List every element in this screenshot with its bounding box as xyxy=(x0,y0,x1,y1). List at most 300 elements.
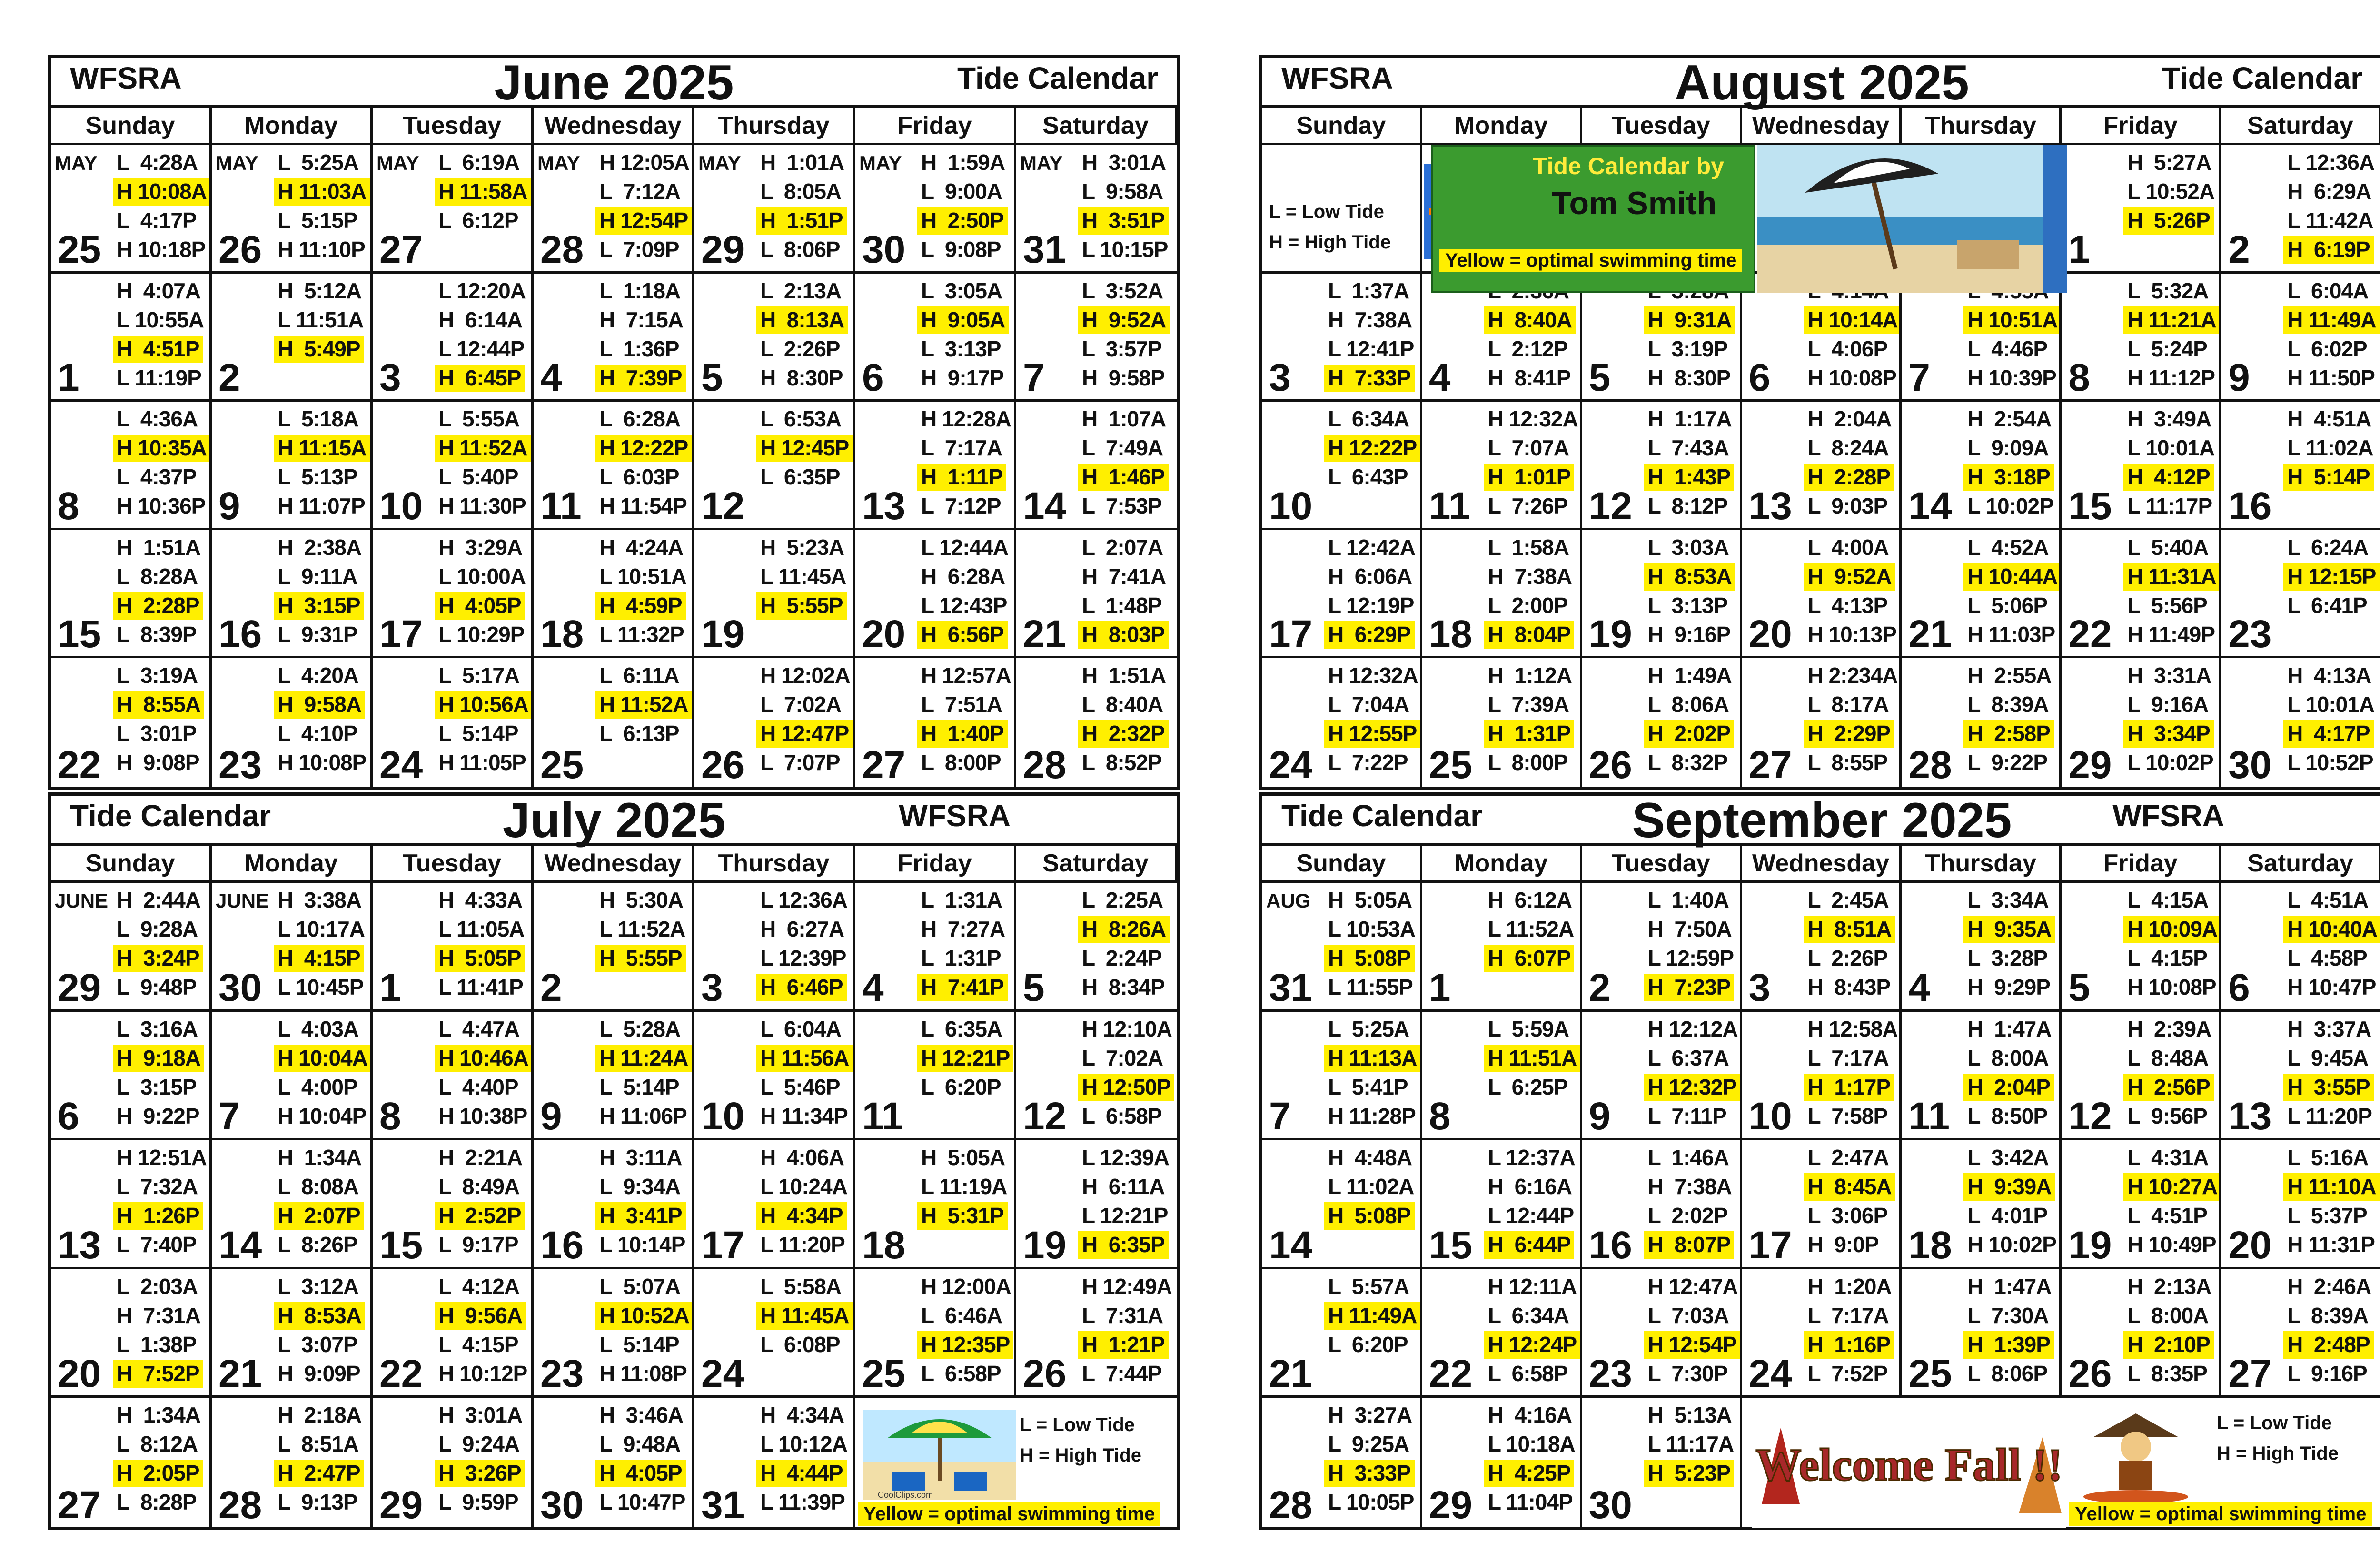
tide-time: H 11:07P xyxy=(278,494,365,519)
tide-time: L 5:07A xyxy=(599,1274,681,1299)
tide-time: H 10:12P xyxy=(438,1361,527,1386)
tide-time: H 1:47A xyxy=(1967,1016,2052,1041)
tide-time: H 10:49P xyxy=(2127,1232,2216,1257)
tide-time: L 4:58P xyxy=(2287,946,2367,970)
tide-time: L 12:37A xyxy=(1488,1145,1575,1170)
day-cell xyxy=(534,274,694,402)
month-title: June 2025 xyxy=(494,55,734,110)
tide-time: L 8:51A xyxy=(278,1432,359,1457)
day-cell xyxy=(1422,1398,1582,1527)
tide-time: H 12:02A xyxy=(760,663,850,688)
day-number: 9 xyxy=(1588,1095,1611,1138)
day-number: 30 xyxy=(2228,743,2272,787)
tide-time: L 12:20A xyxy=(438,278,526,303)
day-cell xyxy=(1422,883,1582,1012)
tide-time: H 1:47A xyxy=(1967,1274,2052,1299)
day-cell xyxy=(1742,1140,1902,1269)
weekday-header: Monday xyxy=(1422,846,1582,883)
day-cell xyxy=(2221,1269,2380,1398)
tide-time-optimal: H 7:52P xyxy=(113,1360,203,1388)
tide-time: H 10:18P xyxy=(117,237,206,262)
tide-time: H 11:06P xyxy=(599,1103,687,1128)
tide-time: H 6:06A xyxy=(1328,563,1412,589)
tide-time: L 3:01P xyxy=(117,721,197,746)
day-cell xyxy=(1422,1269,1582,1398)
tide-time: L 2:03A xyxy=(117,1274,198,1299)
day-cell xyxy=(373,1012,534,1141)
tide-time: L 5:06P xyxy=(1967,593,2047,618)
tide-time: L 2:25A xyxy=(1082,888,1163,912)
tide-time: L 7:07P xyxy=(760,750,840,775)
tide-time: L 4:15A xyxy=(2127,888,2209,912)
tide-time: H 12:12A xyxy=(1647,1016,1738,1041)
tide-time: L 3:19A xyxy=(117,663,198,688)
tide-time: L 6:58P xyxy=(1488,1361,1568,1386)
day-number: 20 xyxy=(862,613,906,656)
tide-time: L 6:11A xyxy=(599,663,679,688)
tide-time-optimal: H 6:46P xyxy=(756,974,847,1001)
tide-time-optimal: H 12:45P xyxy=(756,435,853,462)
day-number: 13 xyxy=(58,1223,101,1267)
tide-time: L 5:46P xyxy=(760,1074,840,1099)
day-cell xyxy=(51,883,212,1012)
tide-time: L 4:36A xyxy=(117,406,198,432)
tide-time: L 7:17A xyxy=(1807,1045,1889,1070)
weekday-header: Wednesday xyxy=(1742,108,1902,145)
weekday-header: Wednesday xyxy=(534,108,694,145)
day-cell xyxy=(1262,1140,1422,1269)
tide-time: L 11:52A xyxy=(1488,917,1574,941)
day-cell xyxy=(1262,883,1422,1012)
tide-time-optimal: H 2:07P xyxy=(274,1202,364,1230)
tide-list xyxy=(1262,1273,1420,1359)
weekday-header: Tuesday xyxy=(1582,846,1742,883)
july-header xyxy=(51,793,1177,848)
tide-time: H 2:21A xyxy=(438,1145,523,1170)
tide-time: L 6:04A xyxy=(760,1016,842,1041)
weekday-header: Tuesday xyxy=(1582,108,1742,145)
day-number: 21 xyxy=(1908,613,1952,656)
tide-time: L 3:06P xyxy=(1807,1203,1888,1228)
tide-time: L 5:24P xyxy=(2127,336,2207,361)
tide-time-optimal: H 3:41P xyxy=(595,1202,686,1230)
day-number: 13 xyxy=(862,484,906,528)
tide-time-optimal: H 10:51A xyxy=(1964,306,2061,334)
credit-text: CoolClips.com xyxy=(878,1490,933,1500)
tide-time: H 12:47A xyxy=(1647,1274,1738,1299)
tide-time: H 2:46A xyxy=(2287,1274,2371,1299)
tide-time: H 2:13A xyxy=(2127,1274,2211,1299)
day-cell xyxy=(51,274,212,402)
tide-time-optimal: H 1:39P xyxy=(1964,1331,2054,1359)
tide-time: L 6:34A xyxy=(1328,406,1409,432)
tide-time: H 3:38A xyxy=(278,888,362,912)
weekday-header: Friday xyxy=(855,108,1016,145)
day-number: 6 xyxy=(1748,356,1771,400)
day-cell xyxy=(855,1140,1016,1269)
tide-time-optimal: H 2:02P xyxy=(1644,720,1735,748)
tide-time: L 10:14P xyxy=(599,1232,685,1257)
tide-time: L 1:48P xyxy=(1082,593,1162,618)
tide-time-optimal: H 8:13A xyxy=(756,306,848,334)
tide-time-optimal: H 4:05P xyxy=(435,592,525,620)
september-calendar xyxy=(1259,792,2380,1530)
day-cell xyxy=(2062,1140,2221,1269)
tide-time: L 3:28P xyxy=(1967,946,2047,970)
tide-time: L 4:03A xyxy=(278,1016,359,1041)
day-cell xyxy=(51,1398,212,1527)
tide-time-optimal: H 3:18P xyxy=(1964,464,2054,491)
tide-time-optimal: H 4:15P xyxy=(274,945,364,972)
tide-time-optimal: H 4:25P xyxy=(1484,1460,1575,1487)
tide-time: H 9:09P xyxy=(278,1361,360,1386)
tide-time-optimal: H 7:41P xyxy=(917,974,1008,1001)
tide-time: L 11:52A xyxy=(599,917,685,941)
tide-time-optimal: H 10:56A xyxy=(435,691,532,719)
weekday-header: Sunday xyxy=(1262,846,1422,883)
tide-time: H 12:57A xyxy=(921,663,1011,688)
tide-time-optimal: H 5:31P xyxy=(917,1202,1008,1230)
day-number: 18 xyxy=(862,1223,906,1267)
day-cell xyxy=(1902,1140,2062,1269)
day-cell xyxy=(1016,1140,1177,1269)
day-number: 17 xyxy=(379,613,423,656)
tide-time: L 9:00A xyxy=(921,179,1002,204)
header-right-label: Tide Calendar xyxy=(2161,61,2362,95)
tide-time: L 9:22P xyxy=(1967,750,2047,775)
day-cell xyxy=(373,274,534,402)
day-cell xyxy=(1742,883,1902,1012)
tide-time: H 5:27A xyxy=(2127,150,2211,175)
day-cell xyxy=(373,658,534,787)
tide-time: H 3:37A xyxy=(2287,1016,2371,1041)
day-cell xyxy=(534,883,694,1012)
tide-time: L 8:06P xyxy=(1967,1361,2047,1386)
tide-time-optimal: H 3:51P xyxy=(1078,207,1169,235)
day-cell xyxy=(694,1140,855,1269)
day-cell xyxy=(855,1269,1016,1398)
tide-time: L 6:46A xyxy=(921,1303,1002,1328)
day-number: 25 xyxy=(862,1352,906,1396)
tide-time: L 7:53P xyxy=(1082,494,1162,519)
day-number: 31 xyxy=(701,1483,745,1527)
tide-time: H 6:27A xyxy=(760,917,844,941)
tide-time: L 10:18A xyxy=(1488,1432,1575,1457)
day-number: 25 xyxy=(1908,1352,1952,1396)
tide-time-optimal: H 10:35A xyxy=(113,435,210,462)
day-number: 11 xyxy=(1908,1095,1950,1138)
day-cell xyxy=(212,883,373,1012)
tide-time: H 3:49A xyxy=(2127,406,2211,432)
day-cell xyxy=(1262,1398,1422,1527)
tide-time: L 8:17A xyxy=(1807,692,1889,717)
tide-time: H 8:41P xyxy=(1488,365,1571,390)
tide-time: L 7:09P xyxy=(599,237,679,262)
tide-time: L 6:37A xyxy=(1647,1045,1729,1070)
weekday-header: Tuesday xyxy=(373,846,534,883)
tide-time: L 6:13P xyxy=(599,721,679,746)
legend-high: H = High Tide xyxy=(1269,232,1391,253)
tide-time: L 7:43A xyxy=(1647,435,1729,461)
tide-time: L 10:15P xyxy=(1082,237,1168,262)
weekday-header: Sunday xyxy=(1262,108,1422,145)
tide-time: L 12:39A xyxy=(1082,1145,1169,1170)
day-cell xyxy=(2221,883,2380,1012)
tide-time: L 11:17A xyxy=(1647,1432,1734,1457)
day-number: 17 xyxy=(1269,613,1313,656)
tide-time-optimal: H 12:55P xyxy=(1324,720,1420,748)
tide-time-optimal: H 6:29P xyxy=(1324,621,1415,649)
tide-time: L 6:58P xyxy=(1082,1103,1162,1128)
day-cell xyxy=(1742,1012,1902,1141)
tide-time-optimal: H 11:03A xyxy=(274,178,370,206)
tide-time: L 11:02A xyxy=(1328,1174,1414,1199)
tide-time: L 8:55P xyxy=(1807,750,1888,775)
tide-time: L 7:32A xyxy=(117,1174,198,1199)
tide-time: H 8:43P xyxy=(1807,975,1891,999)
tide-time: L 1:18A xyxy=(599,278,681,303)
day-number: 1 xyxy=(58,356,79,400)
day-cell xyxy=(373,145,534,274)
day-cell xyxy=(51,1269,212,1398)
day-cell xyxy=(2062,658,2221,787)
tide-time: L 4:28A xyxy=(117,150,198,175)
tide-time-optimal: H 4:59P xyxy=(595,592,686,620)
tide-time-optimal: H 1:43P xyxy=(1644,464,1735,491)
day-number: 3 xyxy=(701,966,723,1009)
day-number: 10 xyxy=(701,1095,745,1138)
tide-time: H 4:51A xyxy=(2287,406,2371,432)
tide-list xyxy=(1262,1144,1420,1230)
tide-time-optimal: H 9:31A xyxy=(1644,306,1735,334)
day-cell xyxy=(1582,883,1742,1012)
tide-time: L 12:43P xyxy=(921,593,1007,618)
day-cell xyxy=(2062,530,2221,659)
day-number: 29 xyxy=(379,1483,423,1527)
weekday-header: Friday xyxy=(2062,108,2221,145)
tide-time-optimal: H 1:17P xyxy=(1804,1074,1894,1101)
day-number: 15 xyxy=(379,1223,423,1267)
tide-time: H 1:49A xyxy=(1647,663,1732,688)
day-number: 7 xyxy=(1269,1095,1291,1138)
day-cell xyxy=(1902,658,2062,787)
tide-time: H 4:06A xyxy=(760,1145,844,1170)
september-legend-box xyxy=(1745,1405,2380,1531)
tide-time: H 2:18A xyxy=(278,1403,362,1428)
day-number: 23 xyxy=(1588,1352,1632,1396)
tide-time: H 4:33A xyxy=(438,888,523,912)
tide-time: L 12:59P xyxy=(1647,946,1734,970)
tide-time: L 9:34A xyxy=(599,1174,681,1199)
day-number: 17 xyxy=(701,1223,745,1267)
day-number: 11 xyxy=(540,484,582,528)
tide-time: H 10:08P xyxy=(2127,975,2216,999)
day-number: 26 xyxy=(1023,1352,1067,1396)
tide-time: L 1:37A xyxy=(1328,278,1409,303)
tide-time: H 12:32A xyxy=(1488,406,1578,432)
tide-time-optimal: H 11:49A xyxy=(1324,1302,1420,1330)
tide-time: L 8:49A xyxy=(438,1174,520,1199)
tide-time: L 2:45A xyxy=(1807,888,1889,912)
tide-time-optimal: H 4:17P xyxy=(2283,720,2374,748)
day-cell xyxy=(1016,530,1177,659)
day-number: 10 xyxy=(1269,484,1313,528)
day-cell xyxy=(1582,1140,1742,1269)
welcome-fall-art xyxy=(1752,1409,2066,1528)
day-number: 2 xyxy=(540,966,562,1009)
tide-time: L 11:41P xyxy=(438,975,523,999)
day-cell xyxy=(1902,402,2062,530)
tide-time: L 4:06P xyxy=(1807,336,1888,361)
day-number: 12 xyxy=(2068,1095,2112,1138)
tide-time: H 12:32A xyxy=(1328,663,1418,688)
tide-time: H 12:00A xyxy=(921,1274,1011,1299)
day-number: 8 xyxy=(2068,356,2090,400)
weekday-header: Monday xyxy=(212,846,373,883)
tide-time-optimal: H 8:26A xyxy=(1078,916,1170,943)
tide-time: L 12:19P xyxy=(1328,593,1414,618)
weekday-header: Thursday xyxy=(694,846,855,883)
tide-time: H 1:51A xyxy=(117,534,201,560)
tide-time: L 12:36A xyxy=(760,888,847,912)
weekday-header: Friday xyxy=(855,846,1016,883)
tide-time: H 6:11A xyxy=(1082,1174,1165,1199)
tide-time-optimal: H 4:05P xyxy=(595,1460,686,1487)
tide-time: L 5:16A xyxy=(2287,1145,2369,1170)
weekday-header: Monday xyxy=(212,108,373,145)
tide-time: L 11:05A xyxy=(438,917,525,941)
day-cell xyxy=(1262,1269,1422,1398)
day-cell xyxy=(2062,1012,2221,1141)
tide-time: L 10:17A xyxy=(278,917,365,941)
tide-time: L 11:02A xyxy=(2287,435,2373,461)
tide-time: L 8:28P xyxy=(117,1490,197,1515)
tide-time: H 2:39A xyxy=(2127,1016,2211,1041)
tide-time: L 10:05P xyxy=(1328,1490,1414,1515)
day-number: 8 xyxy=(379,1095,401,1138)
tide-time: H 7:38A xyxy=(1647,1174,1732,1199)
tide-time: L 8:06P xyxy=(760,237,840,262)
tide-time-optimal: H 2:50P xyxy=(917,207,1008,235)
tide-time-optimal: H 12:22P xyxy=(1324,435,1420,462)
tide-time: L 7:31A xyxy=(1082,1303,1163,1328)
tide-time: L 7:30P xyxy=(1647,1361,1728,1386)
day-cell xyxy=(855,1012,1016,1141)
previous-month-label: MAY xyxy=(377,152,419,174)
tide-time: H 10:39P xyxy=(1967,365,2056,390)
tide-time-optimal: H 12:50P xyxy=(1078,1074,1174,1101)
tide-time-optimal: H 11:51A xyxy=(1484,1045,1580,1072)
day-cell xyxy=(2062,402,2221,530)
tide-time: L 6:25P xyxy=(1488,1074,1568,1099)
day-number: 9 xyxy=(218,484,240,528)
weekday-header: Friday xyxy=(2062,846,2221,883)
tide-time: L 5:56P xyxy=(2127,593,2207,618)
day-number: 26 xyxy=(2068,1352,2112,1396)
tide-time: L 6:34A xyxy=(1488,1303,1569,1328)
day-cell xyxy=(694,145,855,274)
tide-time: L 6:35A xyxy=(921,1016,1002,1041)
tide-time: L 1:36P xyxy=(599,336,679,361)
day-number: 28 xyxy=(218,1483,262,1527)
tide-time: H 10:38P xyxy=(438,1103,527,1128)
day-number: 22 xyxy=(2068,613,2112,656)
day-number: 1 xyxy=(379,966,401,1009)
day-number: 25 xyxy=(540,743,584,787)
legend-low: L = Low Tide xyxy=(1269,201,1384,222)
tide-time: H 7:27A xyxy=(921,917,1005,941)
tide-time: L 9:03P xyxy=(1807,494,1888,519)
tide-time: H 12:49A xyxy=(1082,1274,1172,1299)
tide-time: L 5:13P xyxy=(278,464,357,490)
tide-time-optimal: H 12:21P xyxy=(917,1045,1013,1072)
tide-time: L 7:17A xyxy=(1807,1303,1889,1328)
tide-time-optimal: H 1:40P xyxy=(917,720,1008,748)
tide-time: L 3:05A xyxy=(921,278,1002,303)
tide-time: H 2:55A xyxy=(1967,663,2052,688)
weekday-header: Thursday xyxy=(694,108,855,145)
day-number: 26 xyxy=(218,227,262,271)
tide-time: L 11:20P xyxy=(2287,1103,2372,1128)
tide-time: L 7:52P xyxy=(1807,1361,1888,1386)
weekday-header: Sunday xyxy=(51,846,212,883)
tide-time: L 12:44A xyxy=(921,534,1008,560)
tide-time: L 5:40P xyxy=(438,464,518,490)
tide-list xyxy=(2062,149,2219,235)
tide-list xyxy=(2221,405,2380,491)
tide-time-optimal: H 11:58A xyxy=(435,178,531,206)
tide-time: L 11:20P xyxy=(760,1232,845,1257)
tide-time: H 1:51A xyxy=(1082,663,1166,688)
tide-time: L 4:01P xyxy=(1967,1203,2047,1228)
tide-time-optimal: H 1:26P xyxy=(113,1202,203,1230)
tide-time: L 3:34A xyxy=(1967,888,2049,912)
tide-time-optimal: H 11:52A xyxy=(595,691,692,719)
day-cell xyxy=(534,658,694,787)
tide-time-optimal: H 2:10P xyxy=(2123,1331,2214,1359)
day-number: 23 xyxy=(218,743,262,787)
tide-time-optimal: H 8:03P xyxy=(1078,621,1169,649)
tide-time: L 7:44P xyxy=(1082,1361,1162,1386)
tide-time: L 5:18A xyxy=(278,406,359,432)
tide-time: L 10:51A xyxy=(599,563,686,589)
day-number: 28 xyxy=(540,227,584,271)
tide-time-optimal: H 2:05P xyxy=(113,1460,203,1487)
tide-time: L 7:12P xyxy=(921,494,1001,519)
tide-time: H 5:05A xyxy=(1328,888,1412,912)
tide-time: L 9:24A xyxy=(438,1432,520,1457)
previous-month-label: MAY xyxy=(216,152,258,174)
tide-legend xyxy=(1269,197,1391,257)
tide-time: L 7:03A xyxy=(1647,1303,1729,1328)
tide-time: H 6:14A xyxy=(438,307,523,332)
tide-time: H 5:05A xyxy=(921,1145,1005,1170)
tide-time: H 11:34P xyxy=(760,1103,848,1128)
tide-time: L 12:39P xyxy=(760,946,846,970)
tide-time: L 3:15P xyxy=(117,1074,197,1099)
tide-time: L 6:43P xyxy=(1328,464,1408,490)
tide-time: L 7:17A xyxy=(921,435,1002,461)
tide-time: H 11:54P xyxy=(599,494,687,519)
day-number: 2 xyxy=(2228,227,2250,271)
day-cell xyxy=(694,530,855,659)
tide-time: L 6:35P xyxy=(760,464,840,490)
tide-time: L 2:07A xyxy=(1082,534,1163,560)
day-cell xyxy=(1582,1269,1742,1398)
tide-list xyxy=(694,1273,853,1359)
tide-time: L 10:45P xyxy=(278,975,364,999)
day-number: 15 xyxy=(1428,1223,1473,1267)
